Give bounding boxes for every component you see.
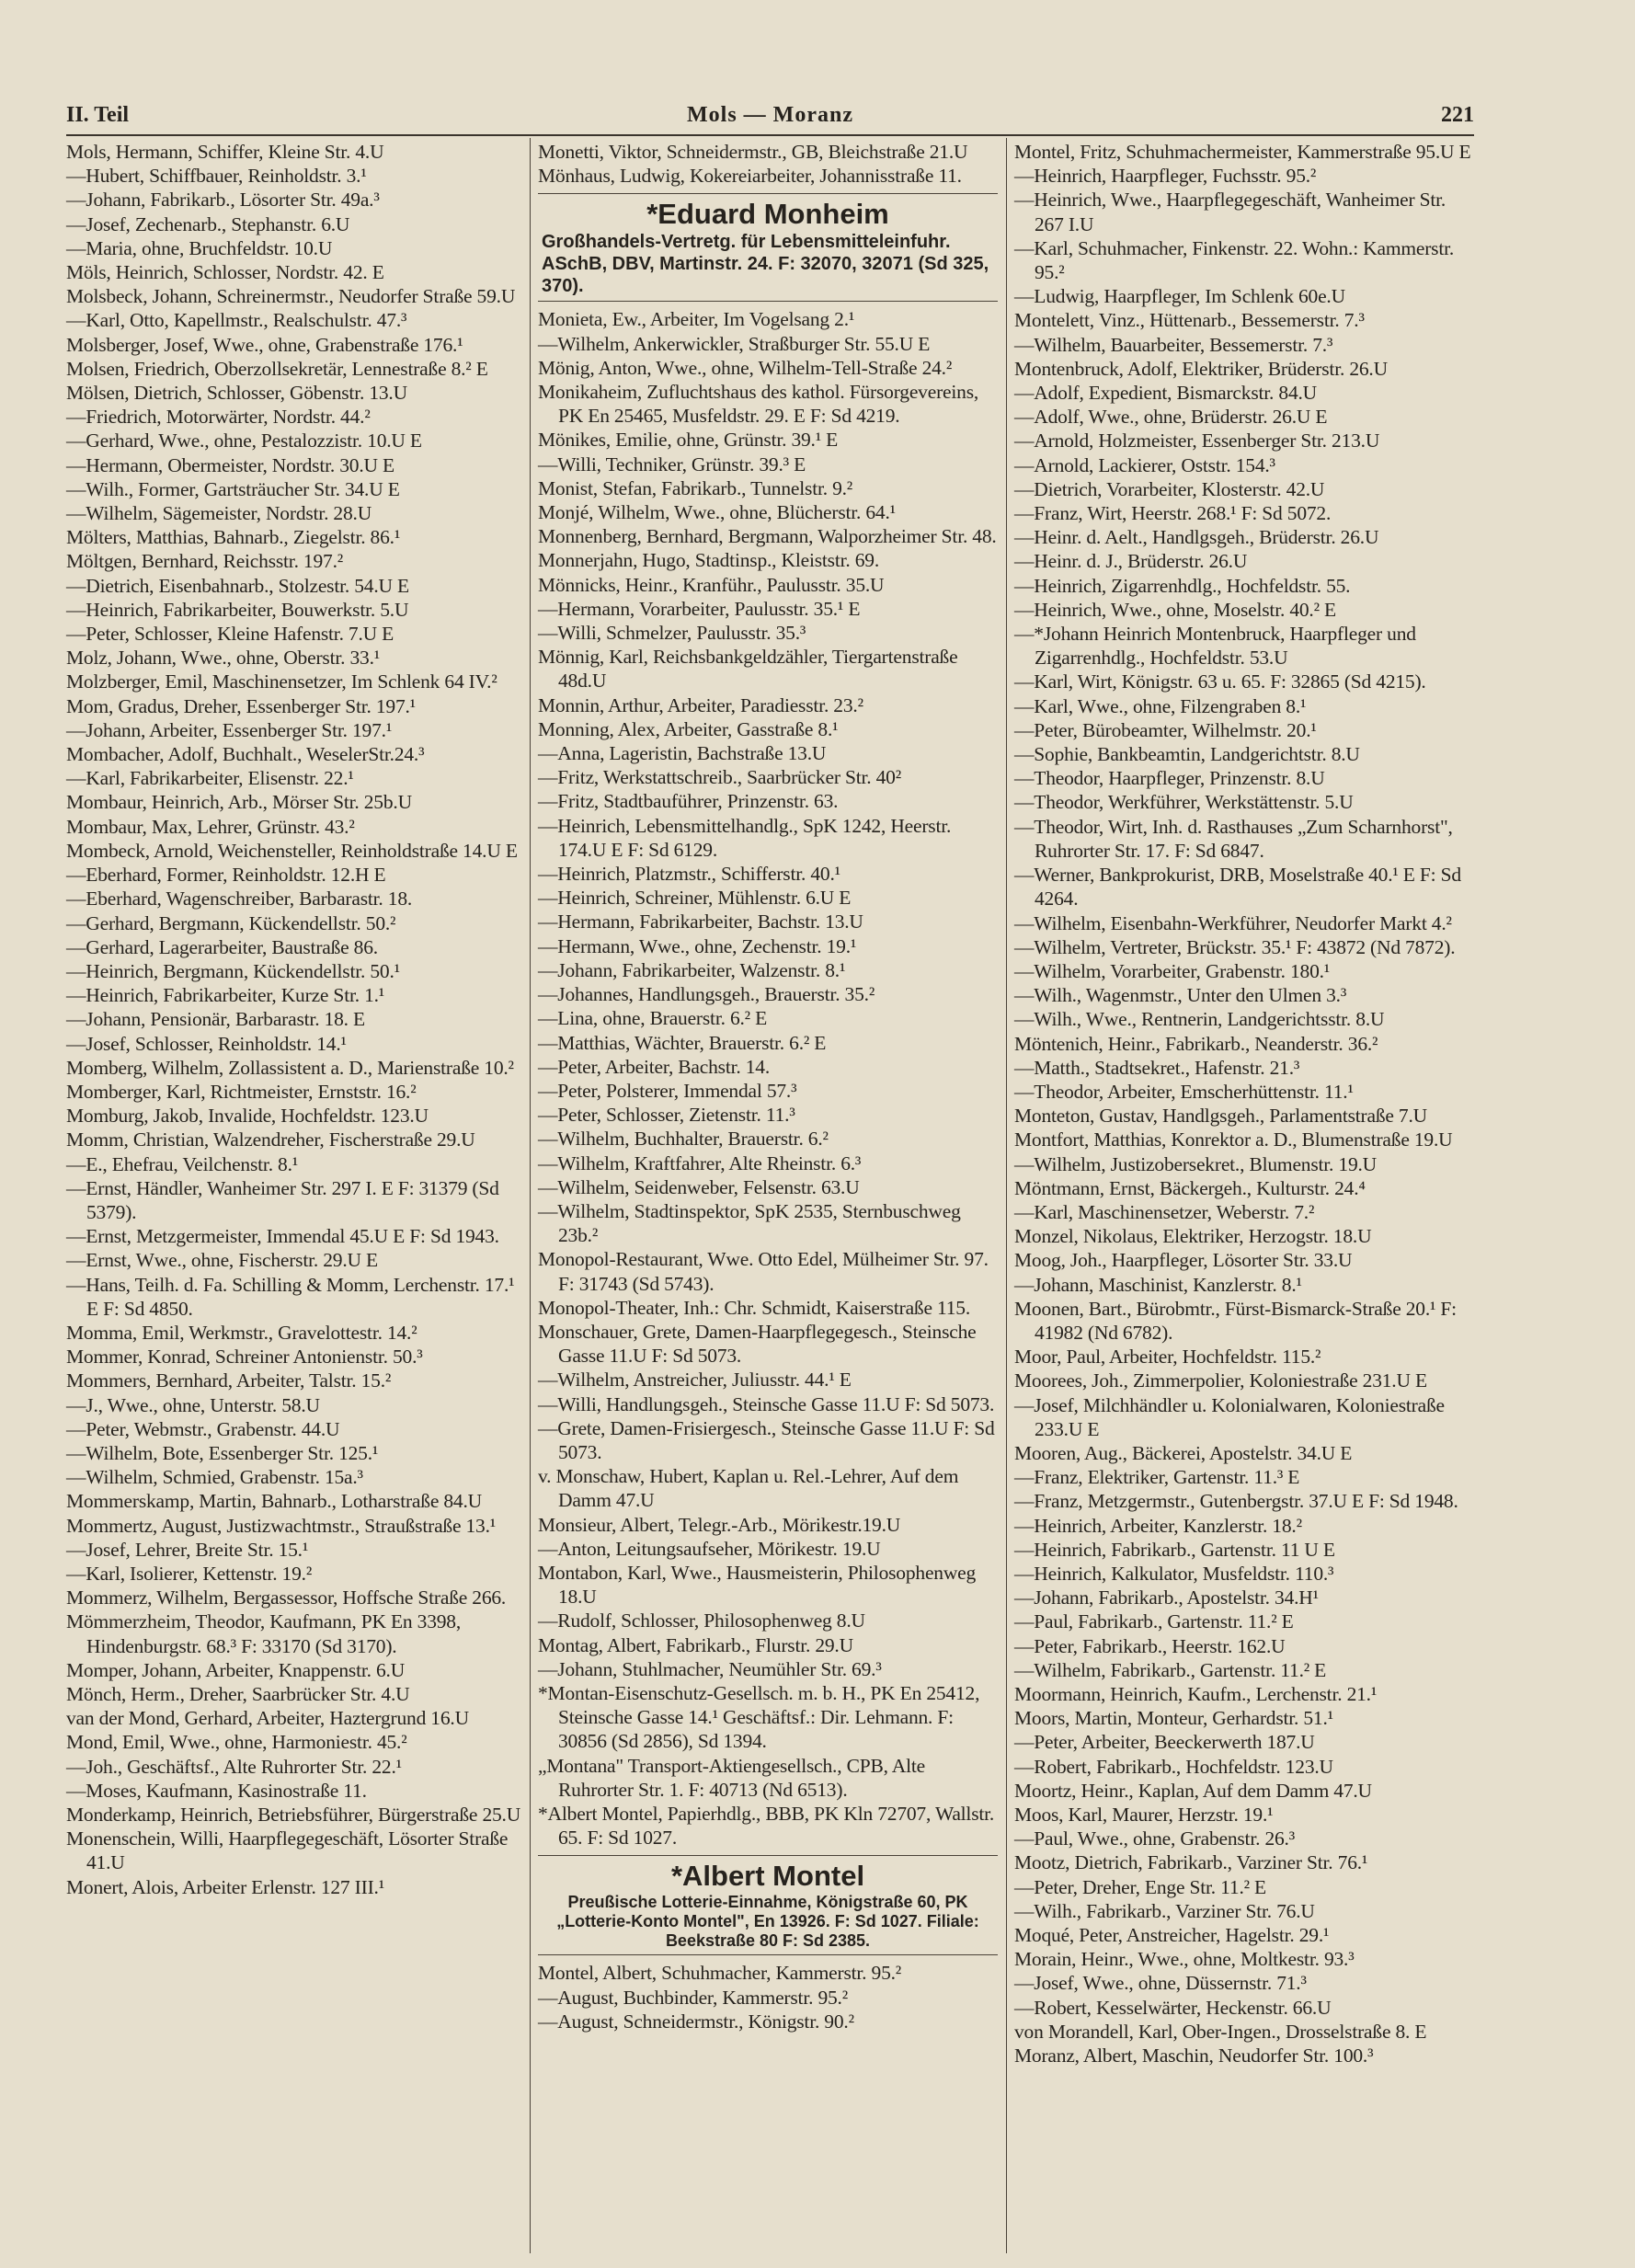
directory-entry: Moors, Martin, Monteur, Gerhardstr. 51.¹: [1014, 1707, 1333, 1730]
directory-entry: —Wilhelm, Fabrikarb., Gartenstr. 11.² E: [1014, 1658, 1327, 1681]
directory-entry: —Werner, Bankprokurist, DRB, Moselstraße 40.¹ E F: Sd 4264.: [1014, 864, 1461, 911]
directory-entry: —Josef, Wwe., ohne, Düssernstr. 71.³: [1014, 1972, 1307, 1995]
directory-entry: Montel, Fritz, Schuhmachermeister, Kammerstraße 95.U E: [1014, 141, 1471, 163]
directory-column-3: [1014, 140, 1474, 2068]
directory-entry: —Wilh., Fabrikarb., Varziner Str. 76.U: [1014, 1899, 1315, 1922]
directory-entry: —Heinrich, Bergmann, Kückendellstr. 50.¹: [66, 959, 400, 982]
directory-entry: —Ludwig, Haarpfleger, Im Schlenk 60e.U: [1014, 285, 1345, 308]
directory-entry: —Hermann, Obermeister, Nordstr. 30.U E: [66, 453, 394, 476]
directory-entry: —Johannes, Handlungsgeh., Brauerstr. 35.²: [538, 983, 875, 1006]
directory-entry: —Karl, Otto, Kapellmstr., Realschulstr. 47.³: [66, 309, 407, 332]
directory-entry: —Wilhelm, Justizobersekret., Blumenstr. 19.U: [1014, 1152, 1377, 1175]
directory-entry: —Heinrich, Haarpfleger, Fuchsstr. 95.²: [1014, 165, 1317, 188]
directory-entry: Moqué, Peter, Anstreicher, Hagelstr. 29.¹: [1014, 1924, 1330, 1947]
directory-entry: —Eberhard, Wagenschreiber, Barbarastr. 18.: [66, 888, 413, 911]
directory-entry: —Robert, Kesselwärter, Heckenstr. 66.U: [1014, 1996, 1332, 2019]
directory-entry: —Josef, Milchhändler u. Kolonialwaren, Koloniestraße 233.U E: [1014, 1393, 1445, 1440]
directory-entry: Momm, Christian, Walzendreher, Fischerstraße 29.U: [66, 1128, 475, 1151]
directory-entry: Montel, Albert, Schuhmacher, Kammerstr. 95.²: [538, 1962, 902, 1985]
directory-entry: —Wilhelm, Ankerwickler, Straßburger Str. 55.U E: [538, 332, 931, 355]
directory-entry: —Peter, Dreher, Enge Str. 11.² E: [1014, 1875, 1266, 1898]
directory-entry: Möls, Heinrich, Schlosser, Nordstr. 42. E: [66, 261, 384, 284]
directory-entry: Mooren, Aug., Bäckerei, Apostelstr. 34.U E: [1014, 1441, 1353, 1464]
directory-entry: —Karl, Fabrikarbeiter, Elisenstr. 22.¹: [66, 767, 354, 790]
directory-entry: —Matth., Stadtsekret., Hafenstr. 21.³: [1014, 1056, 1300, 1079]
directory-entry: Montabon, Karl, Wwe., Hausmeisterin, Philosophenweg 18.U: [538, 1561, 977, 1609]
directory-entry: Mommerz, Wilhelm, Bergassessor, Hoffsche Straße 266.: [66, 1586, 507, 1609]
directory-entry: Mömmerzheim, Theodor, Kaufmann, PK En 3398, Hindenburgstr. 68.³ F: 33170 (Sd 3170).: [66, 1610, 462, 1657]
directory-entry: —Wilh., Wwe., Rentnerin, Landgerichtsstr. 8.U: [1014, 1008, 1385, 1031]
directory-entry: Mölsen, Dietrich, Schlosser, Göbenstr. 13.U: [66, 382, 407, 405]
directory-entry: —Wilhelm, Anstreicher, Juliusstr. 44.¹ E: [538, 1369, 852, 1392]
directory-entry: „Montana" Transport-Aktiengesellsch., CPB, Alte Ruhrorter Str. 1. F: 40713 (Nd 6513).: [538, 1754, 925, 1801]
directory-entry: —Heinr. d. J., Brüderstr. 26.U: [1014, 550, 1248, 573]
directory-entry: Mols, Hermann, Schiffer, Kleine Str. 4.U: [66, 141, 384, 163]
directory-entry: —Peter, Arbeiter, Bachstr. 14.: [538, 1055, 771, 1078]
directory-entry: —Heinrich, Wwe., ohne, Moselstr. 40.² E: [1014, 598, 1336, 621]
directory-entry: Mönig, Anton, Wwe., ohne, Wilhelm-Tell-Straße 24.²: [538, 356, 953, 379]
directory-entry: —Gerhard, Lagerarbeiter, Baustraße 86.: [66, 935, 378, 958]
directory-entry: —August, Schneidermstr., Königstr. 90.²: [538, 2010, 854, 2033]
directory-entry: —Wilhelm, Stadtinspektor, SpK 2535, Sternbuschweg 23b.²: [538, 1199, 961, 1247]
directory-entry: —August, Buchbinder, Kammerstr. 95.²: [538, 1986, 848, 2009]
directory-entry: —Peter, Arbeiter, Beeckerwerth 187.U: [1014, 1731, 1315, 1754]
directory-entry: —Johann, Pensionär, Barbarastr. 18. E: [66, 1008, 365, 1031]
directory-entry: —Dietrich, Eisenbahnarb., Stolzestr. 54.U E: [66, 574, 409, 597]
directory-entry: Mootz, Dietrich, Fabrikarb., Varziner Str. 76.¹: [1014, 1851, 1368, 1874]
directory-entry: Momper, Johann, Arbeiter, Knappenstr. 6.U: [66, 1658, 406, 1681]
column-divider: [1006, 138, 1007, 2253]
directory-entry: Momburg, Jakob, Invalide, Hochfeldstr. 123.U: [66, 1105, 429, 1128]
directory-entry: —Gerhard, Wwe., ohne, Pestalozzistr. 10.U E: [66, 430, 422, 452]
directory-entry: Mommerskamp, Martin, Bahnarb., Lotharstraße 84.U: [66, 1490, 482, 1513]
directory-entry: —Wilhelm, Bote, Essenberger Str. 125.¹: [66, 1441, 379, 1464]
directory-entry: *Montan-Eisenschutz-Gesellsch. m. b. H., PK En 25412, Steinsche Gasse 14.¹ Geschäftsf.: Dir. Lehmann. F: 30856 (Sd 2856), Sd 1394.: [538, 1681, 980, 1753]
directory-entry: —*Johann Heinrich Montenbruck, Haarpfleger und Zigarrenhdlg., Hochfeldstr. 53.U: [1014, 623, 1416, 670]
directory-entry: —Arnold, Holzmeister, Essenberger Str. 213.U: [1014, 430, 1380, 452]
directory-entry: van der Mond, Gerhard, Arbeiter, Haztergrund 16.U: [66, 1707, 469, 1730]
directory-entry: Monetti, Viktor, Schneidermstr., GB, Bleichstraße 21.U: [538, 141, 968, 163]
directory-entry: Mönikes, Emilie, ohne, Grünstr. 39.¹ E: [538, 429, 839, 452]
directory-entry: —Peter, Schlosser, Kleine Hafenstr. 7.U E: [66, 623, 394, 646]
advertisement-title: *Albert Montel: [670, 1860, 865, 1893]
directory-entry: —Heinrich, Lebensmittelhandlg., SpK 1242, Heerstr. 174.U E F: Sd 6129.: [538, 814, 952, 861]
directory-entry: —Theodor, Arbeiter, Emscherhüttenstr. 11.¹: [1014, 1080, 1354, 1103]
directory-entry: Moor, Paul, Arbeiter, Hochfeldstr. 115.²: [1014, 1346, 1321, 1369]
directory-entry: —Robert, Fabrikarb., Hochfeldstr. 123.U: [1014, 1755, 1333, 1778]
directory-entry: —Maria, ohne, Bruchfeldstr. 10.U: [66, 236, 333, 259]
directory-entry: Mommertz, August, Justizwachtmstr., Straußstraße 13.¹: [66, 1514, 496, 1537]
directory-entry: Möntmann, Ernst, Bäckergeh., Kulturstr. 24.⁴: [1014, 1176, 1366, 1199]
directory-entry: —Wilhelm, Kraftfahrer, Alte Rheinstr. 6.³: [538, 1151, 862, 1174]
directory-entry: —Peter, Polsterer, Immendal 57.³: [538, 1079, 797, 1102]
directory-entry: —Josef, Schlosser, Reinholdstr. 14.¹: [66, 1032, 347, 1055]
directory-entry: —Ernst, Händler, Wanheimer Str. 297 I. E F: 31379 (Sd 5379).: [66, 1176, 499, 1223]
column-divider: [530, 138, 531, 2253]
directory-entry: Monopol-Restaurant, Wwe. Otto Edel, Mülheimer Str. 97. F: 31743 (Sd 5743).: [538, 1248, 989, 1295]
directory-entry: —Peter, Schlosser, Zietenstr. 11.³: [538, 1104, 795, 1127]
directory-entry: —Ernst, Metzgermeister, Immendal 45.U E F: Sd 1943.: [66, 1225, 499, 1248]
directory-entry: Moonen, Bart., Bürobmtr., Fürst-Bismarck-Straße 20.¹ F: 41982 (Nd 6782).: [1014, 1297, 1457, 1344]
directory-entry: —Wilhelm, Sägemeister, Nordstr. 28.U: [66, 502, 372, 525]
directory-entry: —Matthias, Wächter, Brauerstr. 6.² E: [538, 1031, 827, 1054]
directory-entry: —Karl, Wirt, Königstr. 63 u. 65. F: 32865 (Sd 4215).: [1014, 670, 1426, 693]
directory-entry: —Willi, Techniker, Grünstr. 39.³ E: [538, 452, 806, 475]
directory-entry: Moorees, Joh., Zimmerpolier, Koloniestraße 231.U E: [1014, 1369, 1427, 1392]
directory-entry: —Fritz, Werkstattschreib., Saarbrücker Str. 40²: [538, 766, 901, 789]
directory-entry: Moormann, Heinrich, Kaufm., Lerchenstr. 21.¹: [1014, 1683, 1378, 1705]
directory-entry: Morain, Heinr., Wwe., ohne, Moltkestr. 93.³: [1014, 1948, 1355, 1971]
directory-entry: —Heinrich, Arbeiter, Kanzlerstr. 18.²: [1014, 1514, 1302, 1537]
directory-entry: —Hermann, Fabrikarbeiter, Bachstr. 13.U: [538, 911, 863, 934]
directory-entry: Monist, Stefan, Fabrikarb., Tunnelstr. 9.²: [538, 476, 853, 499]
directory-entry: Monopol-Theater, Inh.: Chr. Schmidt, Kaiserstraße 115.: [538, 1296, 971, 1319]
directory-entry: Mombaur, Heinrich, Arb., Mörser Str. 25b.U: [66, 791, 412, 814]
directory-entry: —Franz, Metzgermstr., Gutenbergstr. 37.U E F: Sd 1948.: [1014, 1490, 1458, 1513]
directory-entry: —Wilhelm, Bauarbeiter, Bessemerstr. 7.³: [1014, 333, 1333, 356]
directory-entry: —Willi, Handlungsgeh., Steinsche Gasse 11.U F: Sd 5073.: [538, 1392, 995, 1415]
directory-entry: —Hubert, Schiffbauer, Reinholdstr. 3.¹: [66, 165, 367, 188]
directory-entry: —Johann, Stuhlmacher, Neumühler Str. 69.³: [538, 1657, 882, 1680]
directory-entry: —Moses, Kaufmann, Kasinostraße 11.: [66, 1779, 367, 1802]
directory-entry: —Adolf, Wwe., ohne, Brüderstr. 26.U E: [1014, 406, 1328, 429]
directory-entry: —E., Ehefrau, Veilchenstr. 8.¹: [66, 1152, 299, 1175]
directory-entry: Monert, Alois, Arbeiter Erlenstr. 127 III.¹: [66, 1875, 384, 1898]
directory-entry: —Wilhelm, Buchhalter, Brauerstr. 6.²: [538, 1128, 829, 1151]
directory-entry: —Hermann, Vorarbeiter, Paulusstr. 35.¹ E: [538, 597, 861, 620]
directory-entry: —Heinrich, Fabrikarbeiter, Bouwerkstr. 5.U: [66, 598, 409, 621]
directory-entry: —Joh., Geschäftsf., Alte Ruhrorter Str. 22.¹: [66, 1755, 402, 1778]
directory-entry: Monschauer, Grete, Damen-Haarpflegegesch., Steinsche Gasse 11.U F: Sd 5073.: [538, 1320, 977, 1368]
directory-entry: —Wilhelm, Schmied, Grabenstr. 15a.³: [66, 1466, 363, 1489]
directory-entry: Mönnig, Karl, Reichsbankgeldzähler, Tiergartenstraße 48d.U: [538, 646, 958, 693]
directory-entry: Moranz, Albert, Maschin, Neudorfer Str. 100.³: [1014, 2045, 1374, 2068]
directory-entry: —Johann, Fabrikarb., Lösorter Str. 49a.³: [66, 189, 380, 212]
directory-entry: v. Monschaw, Hubert, Kaplan u. Rel.-Lehrer, Auf dem Damm 47.U: [538, 1465, 959, 1512]
directory-entry: —Theodor, Werkführer, Werkstättenstr. 5.U: [1014, 791, 1354, 814]
directory-entry: Mommer, Konrad, Schreiner Antonienstr. 50.³: [66, 1346, 423, 1369]
directory-entry: Monjé, Wilhelm, Wwe., ohne, Blücherstr. 64.¹: [538, 501, 896, 524]
directory-entry: Mönch, Herm., Dreher, Saarbrücker Str. 4.U: [66, 1683, 410, 1705]
directory-entry: —Lina, ohne, Brauerstr. 6.² E: [538, 1007, 768, 1030]
directory-entry: —Johann, Fabrikarbeiter, Walzenstr. 8.¹: [538, 958, 846, 981]
directory-entry: —Wilhelm, Vorarbeiter, Grabenstr. 180.¹: [1014, 959, 1331, 982]
directory-entry: —Arnold, Lackierer, Oststr. 154.³: [1014, 453, 1275, 476]
directory-entry: Moos, Karl, Maurer, Herzstr. 19.¹: [1014, 1804, 1274, 1827]
directory-entry: —Karl, Isolierer, Kettenstr. 19.²: [66, 1562, 313, 1585]
directory-entry: —Wilh., Former, Gartsträucher Str. 34.U E: [66, 477, 400, 500]
directory-entry: —Wilhelm, Vertreter, Brückstr. 35.¹ F: 43872 (Nd 7872).: [1014, 935, 1456, 958]
directory-entry: —Josef, Lehrer, Breite Str. 15.¹: [66, 1538, 309, 1561]
directory-entry: —Heinrich, Fabrikarb., Gartenstr. 11 U E: [1014, 1538, 1335, 1561]
directory-entry: —J., Wwe., ohne, Unterstr. 58.U: [66, 1393, 320, 1416]
directory-entry: Mombaur, Max, Lehrer, Grünstr. 43.²: [66, 815, 355, 838]
directory-entry: Momberger, Karl, Richtmeister, Ernststr. 16.²: [66, 1080, 417, 1103]
directory-entry: —Ernst, Wwe., ohne, Fischerstr. 29.U E: [66, 1249, 378, 1272]
directory-entry: Monikaheim, Zufluchtshaus des kathol. Fürsorgevereins, PK En 25465, Musfeldstr. 29. E F: Sd 4219.: [538, 381, 979, 428]
directory-entry: —Peter, Bürobeamter, Wilhelmstr. 20.¹: [1014, 718, 1317, 741]
directory-entry: Möntenich, Heinr., Fabrikarb., Neanderstr. 36.²: [1014, 1032, 1378, 1055]
directory-entry: Monning, Alex, Arbeiter, Gasstraße 8.¹: [538, 717, 839, 740]
directory-entry: —Eberhard, Former, Reinholdstr. 12.H E: [66, 864, 386, 887]
directory-entry: Molsbeck, Johann, Schreinermstr., Neudorfer Straße 59.U: [66, 285, 516, 308]
directory-entry: —Fritz, Stadtbauführer, Prinzenstr. 63.: [538, 790, 839, 813]
directory-entry: —Paul, Wwe., ohne, Grabenstr. 26.³: [1014, 1827, 1295, 1850]
directory-entry: —Josef, Zechenarb., Stephanstr. 6.U: [66, 212, 350, 235]
directory-entry: Monnin, Arthur, Arbeiter, Paradiesstr. 23.²: [538, 693, 863, 716]
directory-entry: —Johann, Arbeiter, Essenberger Str. 197.¹: [66, 718, 393, 741]
advertisement: [538, 193, 998, 302]
directory-entry: Monderkamp, Heinrich, Betriebsführer, Bürgerstraße 25.U: [66, 1804, 521, 1827]
directory-entry: Mommers, Bernhard, Arbeiter, Talstr. 15.²: [66, 1369, 392, 1392]
advertisement-text: Preußische Lotterie-Einnahme, Königstraße 60, PK „Lotterie-Konto Montel", En 13926. F: Sd 1027. Filiale: Beekstraße 80 F: Sd 2385.: [556, 1893, 979, 1951]
directory-entry: —Anna, Lageristin, Bachstraße 13.U: [538, 742, 827, 765]
directory-entry: —Hermann, Wwe., ohne, Zechenstr. 19.¹: [538, 934, 857, 957]
section-label: II. Teil: [66, 103, 130, 127]
directory-column-2: [538, 140, 998, 2033]
running-title: Mols — Moranz: [687, 103, 853, 127]
directory-entry: Mombacher, Adolf, Buchhalt., WeselerStr.24.³: [66, 743, 425, 766]
directory-entry: —Hans, Teilh. d. Fa. Schilling & Momm, Lerchenstr. 17.¹ E F: Sd 4850.: [66, 1273, 515, 1320]
directory-entry: —Karl, Maschinensetzer, Weberstr. 7.²: [1014, 1200, 1315, 1223]
advertisement-text: Großhandels-Vertretg. für Lebensmitteleinfuhr. ASchB, DBV, Martinstr. 24. F: 32070, 32071 (Sd 325, 370).: [542, 232, 989, 297]
directory-entry: Mombeck, Arnold, Weichensteller, Reinholdstraße 14.U E: [66, 839, 518, 862]
directory-entry: Montelett, Vinz., Hüttenarb., Bessemerstr. 7.³: [1014, 309, 1365, 332]
directory-entry: Monnerjahn, Hugo, Stadtinsp., Kleiststr. 69.: [538, 549, 880, 572]
directory-entry: —Peter, Webmstr., Grabenstr. 44.U: [66, 1417, 340, 1440]
directory-entry: —Paul, Fabrikarb., Gartenstr. 11.² E: [1014, 1610, 1294, 1633]
directory-entry: von Morandell, Karl, Ober-Ingen., Drosselstraße 8. E: [1014, 2020, 1427, 2043]
directory-entry: —Karl, Schuhmacher, Finkenstr. 22. Wohn.: Kammerstr. 95.²: [1014, 236, 1455, 284]
directory-entry: —Heinrich, Wwe., Haarpflegegeschäft, Wanheimer Str. 267 I.U: [1014, 189, 1446, 235]
directory-entry: —Wilhelm, Eisenbahn-Werkführer, Neudorfer Markt 4.²: [1014, 911, 1452, 934]
directory-column-1: [66, 140, 522, 1899]
directory-entry: Monnenberg, Bernhard, Bergmann, Walporzheimer Str. 48.: [538, 525, 997, 548]
directory-entry: —Gerhard, Bergmann, Kückendellstr. 50.²: [66, 911, 396, 934]
directory-entry: —Franz, Elektriker, Gartenstr. 11.³ E: [1014, 1466, 1300, 1489]
directory-entry: Montfort, Matthias, Konrektor a. D., Blumenstraße 19.U: [1014, 1128, 1453, 1151]
directory-entry: Mölters, Matthias, Bahnarb., Ziegelstr. 86.¹: [66, 526, 401, 549]
directory-entry: —Heinrich, Zigarrenhdlg., Hochfeldstr. 55.: [1014, 574, 1351, 597]
directory-entry: —Adolf, Expedient, Bismarckstr. 84.U: [1014, 382, 1317, 405]
directory-entry: —Heinrich, Kalkulator, Musfeldstr. 110.³: [1014, 1562, 1334, 1585]
directory-entry: —Friedrich, Motorwärter, Nordstr. 44.²: [66, 406, 371, 429]
directory-entry: —Heinrich, Fabrikarbeiter, Kurze Str. 1.¹: [66, 984, 385, 1007]
directory-entry: Möltgen, Bernhard, Reichsstr. 197.²: [66, 550, 344, 573]
directory-entry: —Wilhelm, Seidenweber, Felsenstr. 63.U: [538, 1175, 860, 1198]
directory-entry: *Albert Montel, Papierhdlg., BBB, PK Kln 72707, Wallstr. 65. F: Sd 1027.: [538, 1803, 995, 1850]
directory-entry: Molzberger, Emil, Maschinensetzer, Im Schlenk 64 IV.²: [66, 670, 497, 693]
directory-entry: Monzel, Nikolaus, Elektriker, Herzogstr. 18.U: [1014, 1225, 1372, 1248]
directory-entry: —Theodor, Wirt, Inh. d. Rasthauses „Zum Scharnhorst", Ruhrorter Str. 17. F: Sd 6847.: [1014, 815, 1453, 862]
directory-entry: —Johann, Fabrikarb., Apostelstr. 34.H¹: [1014, 1586, 1319, 1609]
directory-entry: Montenbruck, Adolf, Elektriker, Brüderstr. 26.U: [1014, 357, 1388, 380]
directory-entry: Mönhaus, Ludwig, Kokereiarbeiter, Johannisstraße 11.: [538, 165, 962, 188]
page-number: 221: [1441, 103, 1474, 127]
advertisement: [538, 1855, 998, 1955]
directory-entry: Molz, Johann, Wwe., ohne, Oberstr. 33.¹: [66, 647, 380, 670]
directory-entry: —Franz, Wirt, Heerstr. 268.¹ F: Sd 5072.: [1014, 502, 1332, 525]
directory-entry: Monteton, Gustav, Handlgsgeh., Parlamentstraße 7.U: [1014, 1105, 1427, 1128]
directory-entry: —Rudolf, Schlosser, Philosophenweg 8.U: [538, 1609, 865, 1632]
directory-entry: Mönnicks, Heinr., Kranführ., Paulusstr. 35.U: [538, 573, 885, 596]
directory-entry: Moog, Joh., Haarpfleger, Lösorter Str. 33.U: [1014, 1249, 1353, 1272]
directory-entry: —Peter, Fabrikarb., Heerstr. 162.U: [1014, 1634, 1286, 1657]
directory-entry: —Karl, Wwe., ohne, Filzengraben 8.¹: [1014, 694, 1307, 717]
directory-entry: Monieta, Ew., Arbeiter, Im Vogelsang 2.¹: [538, 308, 855, 331]
directory-entry: —Heinrich, Platzmstr., Schifferstr. 40.¹: [538, 863, 840, 886]
directory-entry: Mond, Emil, Wwe., ohne, Harmoniestr. 45.²: [66, 1731, 407, 1754]
directory-entry: —Heinr. d. Aelt., Handlgsgeh., Brüderstr. 26.U: [1014, 526, 1379, 549]
directory-entry: —Johann, Maschinist, Kanzlerstr. 8.¹: [1014, 1273, 1302, 1296]
directory-entry: Mom, Gradus, Dreher, Essenberger Str. 197.¹: [66, 694, 416, 717]
page-header: [66, 99, 1474, 136]
directory-entry: —Willi, Schmelzer, Paulusstr. 35.³: [538, 622, 806, 645]
directory-entry: Monenschein, Willi, Haarpflegegeschäft, Lösorter Straße 41.U: [66, 1827, 509, 1874]
directory-entry: —Theodor, Haarpfleger, Prinzenstr. 8.U: [1014, 767, 1325, 790]
directory-entry: Momberg, Wilhelm, Zollassistent a. D., Marienstraße 10.²: [66, 1056, 514, 1079]
directory-entry: —Grete, Damen-Frisiergesch., Steinsche Gasse 11.U F: Sd 5073.: [538, 1416, 995, 1463]
advertisement-title: *Eduard Monheim: [646, 198, 889, 231]
directory-entry: —Sophie, Bankbeamtin, Landgerichtstr. 8.U: [1014, 743, 1360, 766]
directory-entry: Montag, Albert, Fabrikarb., Flurstr. 29.U: [538, 1633, 853, 1656]
directory-entry: Momma, Emil, Werkmstr., Gravelottestr. 14.²: [66, 1321, 417, 1344]
directory-entry: —Dietrich, Vorarbeiter, Klosterstr. 42.U: [1014, 477, 1325, 500]
directory-entry: —Heinrich, Schreiner, Mühlenstr. 6.U E: [538, 887, 852, 910]
directory-entry: Monsieur, Albert, Telegr.-Arb., Mörikestr.19.U: [538, 1513, 901, 1536]
directory-entry: —Anton, Leitungsaufseher, Mörikestr. 19.U: [538, 1537, 881, 1560]
directory-entry: —Wilh., Wagenmstr., Unter den Ulmen 3.³: [1014, 984, 1347, 1007]
directory-entry: Molsen, Friedrich, Oberzollsekretär, Lennestraße 8.² E: [66, 357, 488, 380]
directory-entry: Moortz, Heinr., Kaplan, Auf dem Damm 47.U: [1014, 1779, 1372, 1802]
directory-entry: Molsberger, Josef, Wwe., ohne, Grabenstraße 176.¹: [66, 333, 463, 356]
